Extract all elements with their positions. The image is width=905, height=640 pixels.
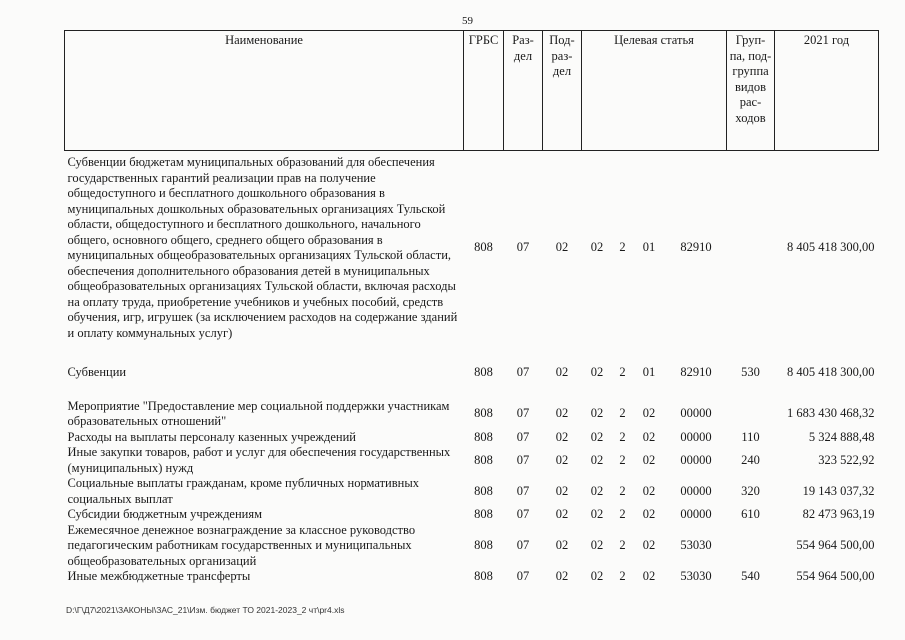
row-amount: 554 964 500,00	[796, 569, 875, 583]
row-target-event: 02	[642, 406, 656, 421]
row-grbs: 808	[474, 365, 493, 379]
row-name: Иные закупки товаров, работ и услуг для обеспечения государственных (муниципальных) нужд	[67, 445, 451, 475]
row-grbs: 808	[474, 240, 493, 255]
row-grbs: 808	[474, 429, 493, 444]
row-amount: 8 405 418 300,00	[787, 240, 875, 255]
row-target-type: 2	[619, 538, 626, 552]
row-target-direction: 82910	[680, 365, 712, 379]
row-expense-group: 540	[741, 569, 760, 583]
row-target-direction: 00000	[680, 452, 712, 467]
row-target-direction: 53030	[680, 538, 712, 552]
row-expense-group	[727, 155, 775, 341]
row-name: Субвенции	[67, 365, 127, 379]
row-amount: 554 964 500,00	[796, 538, 875, 552]
table-row	[65, 445, 879, 476]
row-expense-group: 240	[741, 452, 760, 467]
row-target-direction: 00000	[680, 429, 712, 444]
row-name: Иные межбюджетные трансферты	[67, 569, 251, 583]
row-target-event: 02	[642, 569, 656, 583]
header-podrazdel: Под- раз- дел	[543, 31, 582, 151]
row-target-program: 02	[590, 429, 604, 444]
table-header-row	[65, 31, 879, 151]
row-grbs: 808	[474, 538, 493, 552]
row-name: Расходы на выплаты персоналу казенных учреждений	[67, 429, 356, 444]
row-target-program: 02	[590, 452, 604, 467]
row-name: Субвенции бюджетам муниципальных образований для обеспечения государственных гарантий реализации прав на получение общедоступного и бесплатного дошкольного образования в муниципальных дошкольных образовательных организациях Тульской области, общедоступного и бесплатного дошкольного, начального общего, основного общего, среднего общего образования в муниципальных общеобразовательных организациях Тульской области, обеспечения дополнительного образования детей в муниципальных общеобразовательных организациях Тульской области, включая расходы на оплату труда, приобретение учебников и учебных пособий, средств обучения, игр, игрушек (за исключением расходов на содержание зданий и оплату коммунальных услуг)	[67, 155, 458, 340]
row-name: Социальные выплаты гражданам, кроме публичных нормативных социальных выплат	[67, 476, 419, 506]
table-row	[65, 365, 879, 381]
row-target-direction: 82910	[680, 240, 712, 255]
row-target-event: 02	[642, 483, 656, 498]
row-target-type: 2	[619, 569, 626, 583]
row-expense-group	[727, 399, 775, 430]
row-target-type: 2	[619, 429, 626, 444]
table-row	[65, 430, 879, 446]
file-path-footer: D:\Г\Д7\2021\ЗАКОНЫ\ЗАС_21\Изм. бюджет ТО 2021-2023_2 чт\pr4.xls	[66, 605, 345, 615]
row-target-type: 2	[619, 365, 626, 379]
row-name: Мероприятие "Предоставление мер социальной поддержки участникам образовательных отношений"	[67, 398, 450, 428]
row-razdel: 07	[516, 406, 530, 421]
row-expense-group: 110	[741, 429, 760, 444]
row-grbs: 808	[474, 507, 493, 521]
row-target-event: 02	[642, 538, 656, 552]
row-amount: 5 324 888,48	[808, 429, 875, 444]
row-target-program: 02	[590, 538, 604, 552]
header-razdel: Раз- дел	[504, 31, 543, 151]
header-year: 2021 год	[775, 31, 879, 151]
row-name: Ежемесячное денежное вознаграждение за классное руководство педагогическим работникам государственных и муниципальных общеобразовательных организаций	[67, 522, 416, 568]
row-grbs: 808	[474, 406, 493, 421]
row-amount: 1 683 430 468,32	[787, 406, 875, 421]
row-grbs: 808	[474, 452, 493, 467]
row-target-event: 02	[642, 507, 656, 521]
row-amount: 19 143 037,32	[802, 483, 875, 498]
row-target-event: 01	[642, 365, 656, 379]
row-grbs: 808	[474, 483, 493, 498]
row-target-direction: 00000	[680, 406, 712, 421]
row-expense-group	[727, 523, 775, 570]
row-target-event: 02	[642, 452, 656, 467]
table-row	[65, 155, 879, 341]
table-row	[65, 507, 879, 523]
header-expense-group: Груп- па, под- группа видов рас- ходов	[727, 31, 775, 151]
row-gap	[65, 341, 879, 365]
row-target-direction: 00000	[680, 483, 712, 498]
row-target-event: 02	[642, 429, 656, 444]
row-target-type: 2	[619, 452, 626, 467]
row-target-program: 02	[590, 240, 604, 255]
row-razdel: 07	[516, 429, 530, 444]
table-body	[65, 151, 879, 585]
table-row	[65, 399, 879, 430]
row-target-program: 02	[590, 483, 604, 498]
row-podrazdel: 02	[555, 365, 569, 379]
header-name: Наименование	[65, 31, 464, 151]
row-target-type: 2	[619, 406, 626, 421]
row-gap	[65, 381, 879, 399]
row-podrazdel: 02	[555, 483, 569, 498]
row-podrazdel: 02	[555, 240, 569, 255]
row-podrazdel: 02	[555, 429, 569, 444]
row-amount: 82 473 963,19	[802, 507, 875, 521]
row-expense-group: 530	[741, 365, 760, 379]
row-grbs: 808	[474, 569, 493, 583]
row-razdel: 07	[516, 538, 530, 552]
row-podrazdel: 02	[555, 569, 569, 583]
row-razdel: 07	[516, 507, 530, 521]
row-target-program: 02	[590, 569, 604, 583]
page-number: 59	[462, 15, 473, 27]
row-target-direction: 53030	[680, 569, 712, 583]
row-razdel: 07	[516, 569, 530, 583]
budget-table	[64, 30, 879, 585]
row-amount: 8 405 418 300,00	[787, 365, 875, 379]
row-target-program: 02	[590, 406, 604, 421]
row-amount: 323 522,92	[818, 452, 875, 467]
header-grbs: ГРБС	[464, 31, 504, 151]
row-target-event: 01	[642, 240, 656, 255]
row-podrazdel: 02	[555, 538, 569, 552]
row-podrazdel: 02	[555, 406, 569, 421]
row-expense-group: 320	[741, 483, 760, 498]
row-razdel: 07	[516, 365, 530, 379]
row-razdel: 07	[516, 452, 530, 467]
header-target-article: Целевая статья	[582, 31, 727, 151]
row-podrazdel: 02	[555, 452, 569, 467]
table-row	[65, 476, 879, 507]
row-target-type: 2	[619, 483, 626, 498]
row-target-type: 2	[619, 507, 626, 521]
row-target-program: 02	[590, 365, 604, 379]
row-razdel: 07	[516, 483, 530, 498]
row-name: Субсидии бюджетным учреждениям	[67, 507, 263, 521]
row-target-direction: 00000	[680, 507, 712, 521]
row-expense-group: 610	[741, 507, 760, 521]
row-podrazdel: 02	[555, 507, 569, 521]
table-row	[65, 523, 879, 570]
row-razdel: 07	[516, 240, 530, 255]
row-target-type: 2	[619, 240, 626, 255]
row-target-program: 02	[590, 507, 604, 521]
table-row	[65, 569, 879, 585]
